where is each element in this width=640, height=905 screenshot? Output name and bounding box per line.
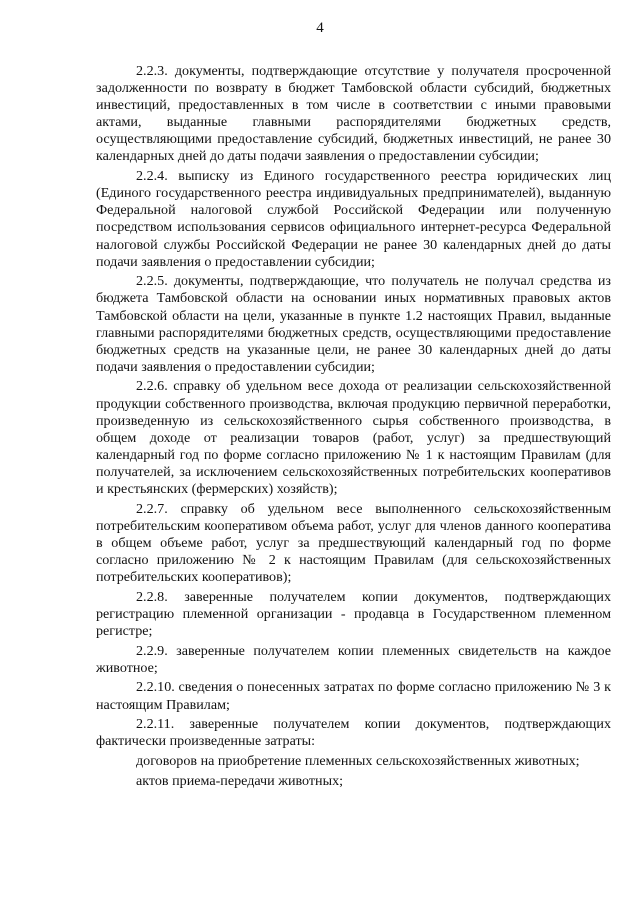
paragraph-2-2-4: 2.2.4. выписку из Единого государственного реестра юридических лиц (Единого государственного реестра индивидуальных предпринимателей), выданную Федеральной налоговой службой Российской Федерации или полученную посредством использования сервисов официального интернет-ресурса Федеральной налоговой службы Российской Федерации не ранее 30 календарных дней до даты подачи заявления о предоставлении субсидии; <box>96 168 611 270</box>
list-item-contracts: договоров на приобретение племенных сельскохозяйственных животных; <box>136 753 580 769</box>
paragraph-2-2-11: 2.2.11. заверенные получателем копии документов, подтверждающих фактически произведенные затраты: <box>96 716 611 750</box>
paragraph-2-2-8: 2.2.8. заверенные получателем копии документов, подтверждающих регистрацию племенной организации - продавца в Государственном племенном регистре; <box>96 588 611 639</box>
paragraph-2-2-6: 2.2.6. справку об удельном весе дохода от реализации сельскохозяйственной продукции собственного производства, включая продукцию первичной переработки, произведенную из сельскохозяйственного сырья собственного производства, в общем доходе от реализации товаров (работ, услуг) за предшествующий календарный год по форме согласно приложению № 1 к настоящим Правилам (для получателей, за исключением сельскохозяйственных потребительских кооперативов и крестьянских (фермерских) хозяйств); <box>96 378 611 498</box>
list-item-acts: актов приема-передачи животных; <box>136 772 344 789</box>
paragraph-2-2-10: 2.2.10. сведения о понесенных затратах по форме согласно приложению № 3 к настоящим Правилам; <box>96 679 611 713</box>
page-number: 4 <box>316 20 324 36</box>
paragraph-2-2-9: 2.2.9. заверенные получателем копии племенных свидетельств на каждое животное; <box>96 642 611 676</box>
document-body <box>96 63 611 792</box>
paragraph-2-2-3: 2.2.3. документы, подтверждающие отсутствие у получателя просроченной задолженности по возврату в бюджет Тамбовской области субсидий, бюджетных инвестиций, предоставленных в том числе в соответствии с иными правовыми актами, выданные главными распорядителями бюджетных средств, осуществляющими предоставление субсидий, бюджетных инвестиций, не ранее 30 календарных дней до даты подачи заявления о предоставлении субсидии; <box>96 63 611 165</box>
paragraph-2-2-7: 2.2.7. справку об удельном весе выполненного сельскохозяйственным потребительским кооперативом объема работ, услуг для членов данного кооператива в общем объеме работ, услуг за предшествующий календарный год по форме согласно приложению № 2 к настоящим Правилам (для сельскохозяйственных потребительских кооперативов); <box>96 500 611 586</box>
paragraph-2-2-5: 2.2.5. документы, подтверждающие, что получатель не получал средства из бюджета Тамбовской области на основании иных нормативных правовых актов Тамбовской области на цели, указанные в пункте 1.2 настоящих Правил, выданные главными распорядителями бюджетных средств, осуществляющими предоставление бюджетных средств на указанные цели, не ранее 30 календарных дней до даты подачи заявления о предоставлении субсидии; <box>96 273 611 375</box>
